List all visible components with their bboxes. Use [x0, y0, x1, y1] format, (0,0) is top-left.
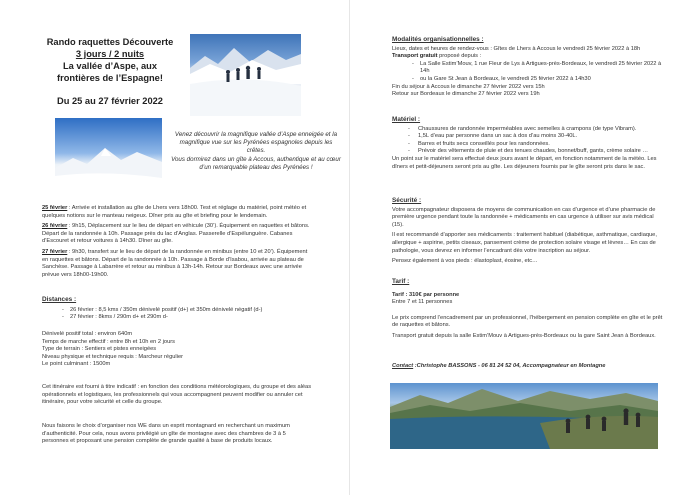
program-day-3	[42, 249, 312, 279]
itinerary-note: Cet itinéraire est fourni à titre indicatif : en fonction des conditions météorologiques, du groupe et des aléas opérationnels et logistiques, les professionnels qui vous accompagnent peuvent modifier ou annuler cet itinéraire, pour votre sécurité et celle du groupe.	[42, 384, 312, 406]
orga-heading: Modalités organisationnelles :	[392, 36, 484, 43]
securite-paragraph-3: Pensez également à vos pieds : élastoplast, éosine, etc…	[392, 258, 538, 265]
program-day-1	[42, 205, 312, 220]
program-day-1-date: 25 février	[42, 205, 68, 211]
securite-paragraph-2: Il est recommandé d’apporter ses médicaments : traitement habituel (diabétique, asthmatique, cardiaque, allergique + aspirine, petits ciseaux, pansement crème de protection solaire visage et lèvres… En cas de pathologie, vous devrez en informer l’encadrant dès votre inscription au séjour.	[392, 232, 657, 254]
orga-section	[392, 36, 664, 99]
orga-transport-rest: proposé depuis :	[437, 53, 482, 60]
program-day-2	[42, 223, 312, 246]
tarif-paragraph-2: Transport gratuit depuis la salle Estim’Mouv à Artigues-près-Bordeaux ou la gare Saint Jean à Bordeaux.	[392, 332, 656, 339]
spec-item-3: Type de terrain : Sentiers et pistes enneigées	[42, 346, 157, 353]
orga-return: Retour sur Bordeaux le dimanche 27 février 2022 vers 19h	[392, 91, 540, 98]
materiel-heading: Matériel :	[392, 116, 421, 123]
orga-item-2: - ou la Gare St Jean à Bordeaux, le vendredi 25 février 2022 à 14h30	[392, 76, 664, 84]
program-day-3-date: 27 février	[42, 248, 68, 255]
program-day-1-text: : Arrivée et installation au gîte de Lhers vers 18h00. Test et réglage du matériel, point météo et quelques notions sur le manteau neigeux. Dîner pris au gîte et briefing pour le lendemain.	[42, 205, 307, 219]
materiel-item-3: - Barres et fruits secs conseillés pour les randonnées.	[392, 141, 664, 149]
program-day-2-date: 26 février	[42, 223, 68, 230]
title-line-4: frontières de l’Espagne!	[57, 73, 163, 83]
orga-transport	[392, 53, 664, 61]
materiel-item-4: - Prévoir des vêtements de pluie et des tenues chaudes, bonnet/buff, gants, crème solaire …	[392, 148, 664, 156]
materiel-item-1: - Chaussures de randonnée imperméables avec semelles à crampons (de type Vibram).	[392, 126, 664, 134]
authenticity-note: Nous faisons le choix d’organiser nos WE dans un esprit montagnard en recherchant un maximum d’authenticité. Pour cela, nous avons privilégié un gîte de montagne avec des chambres de 3 à 5 personnes et proposant une pension complète de grande qualité à base de produits locaux.	[42, 423, 290, 445]
materiel-section	[392, 116, 664, 171]
distance-item-2: - 27 février : 8kms / 290m d+ et 290m d-	[42, 314, 312, 322]
title-line-2: 3 jours / 2 nuits	[75, 49, 145, 59]
orga-transport-bold: Transport gratuit	[392, 53, 438, 60]
securite-paragraph-1: Votre accompagnateur disposera de moyens de communication en cas d’urgence et d’une pharmacie de première urgence pendant toute la randonnée + médicaments en cas urgence à utiliser sur avis médical (15).	[392, 206, 656, 228]
snowshoe-hikers-photo	[190, 34, 301, 116]
spec-item-1: Dénivelé positif total : environ 640m	[42, 331, 133, 337]
intro-paragraph-1: Venez découvrir la magnifique vallée d’Aspe enneigée et la magnifique vue sur les Pyrénées espagnoles depuis les crêtes.	[174, 131, 338, 155]
program-day-2-text: : 9h15, Déplacement sur le lieu de départ en véhicule (30’). Équipement en raquettes et bâtons. Départ de la randonnée à 10h. Passage près du lac d’Anglas. Passerelle d’Espélunguère. Cabanes d’Escouret et retour voitures à 14h30. Dîner au gîte.	[42, 223, 310, 245]
distances-section	[42, 296, 312, 322]
materiel-item-2: - 1,5L d’eau par personne dans un sac à dos d’au moins 30-40L.	[392, 133, 664, 141]
securite-section	[392, 197, 664, 269]
orga-end: Fin du séjour à Accous le dimanche 27 février 2022 vers 15h	[392, 83, 545, 90]
intro-text	[170, 131, 342, 172]
materiel-note: Un point sur le matériel sera effectué deux jours avant le départ, en fonction notamment de la météo. Les dîners et petit-déjeuners seront pris au gîte. Les déjeuners fournis par le gîte seront pris dans le sac.	[392, 155, 657, 170]
tarif-section	[392, 278, 664, 344]
tarif-paragraph-1: Le prix comprend l’encadrement par un professionnel, l’hébergement en pension complète en gîte et le prêt de raquettes et bâtons.	[392, 314, 663, 329]
spec-item-4: Niveau physique et technique requis : Marcheur régulier	[42, 353, 184, 360]
distances-heading: Distances :	[42, 296, 77, 303]
trip-dates: Du 25 au 27 février 2022	[57, 96, 163, 106]
spec-item-5: Le point culminant : 1500m	[42, 361, 111, 368]
tarif-price: Tarif : 310€ par personne	[392, 291, 460, 298]
intro-paragraph-2: Vous dormirez dans un gîte à Accous, authentique et au cœur d’un remarquable plateau des Pyrénées !	[171, 155, 341, 171]
contact-text: :Christophe BASSONS - 06 81 24 52 04, Accompagnateur en Montagne	[413, 363, 606, 369]
orga-meeting: Lieux, dates et heures de rendez-vous : Gîtes de Lhers à Accous le vendredi 25 février 2022 à 18h	[392, 45, 641, 52]
tarif-heading: Tarif :	[392, 278, 410, 285]
contact-label: Contact	[392, 363, 414, 369]
title-line-3: La vallée d’Aspe, aux	[62, 61, 158, 71]
trip-title	[40, 36, 180, 84]
snowy-mountains-photo	[55, 118, 162, 196]
program-section	[42, 205, 312, 282]
orga-item-1: - La Salle Estim’Mouv, 1 rue Fleur de Lys à Artigues-près-Bordeaux, le vendredi 25 février 2022 à 14h	[392, 61, 664, 76]
contact-line	[392, 363, 664, 371]
program-day-3-text: : 9h30, transfert sur le lieu de départ de la randonnée en minibus (entre 10 et 20’). Équipement en raquettes et bâtons. Départ de la randonnée à 10h. Passage à Borde d’Isabou, arrivée au plateau de Sanchèse. Passage à Labarrère et retour au minibus à 13h-14h. Retour sur Bordeaux avec une arrivée prévue vers 18h00-19h00.	[42, 248, 308, 278]
securite-heading: Sécurité :	[392, 197, 422, 204]
distance-item-1: - 26 février : 8,5 kms / 350m dénivelé positif (d+) et 350m dénivelé négatif (d-)	[42, 307, 312, 315]
tarif-people: Entre 7 et 11 personnes	[392, 299, 453, 306]
lake-group-photo	[390, 383, 658, 449]
specs-section	[42, 331, 312, 369]
spec-item-2: Temps de marche effectif : entre 8h et 10h en 2 jours	[42, 338, 175, 345]
title-line-1: Rando raquettes Découverte	[46, 37, 174, 47]
